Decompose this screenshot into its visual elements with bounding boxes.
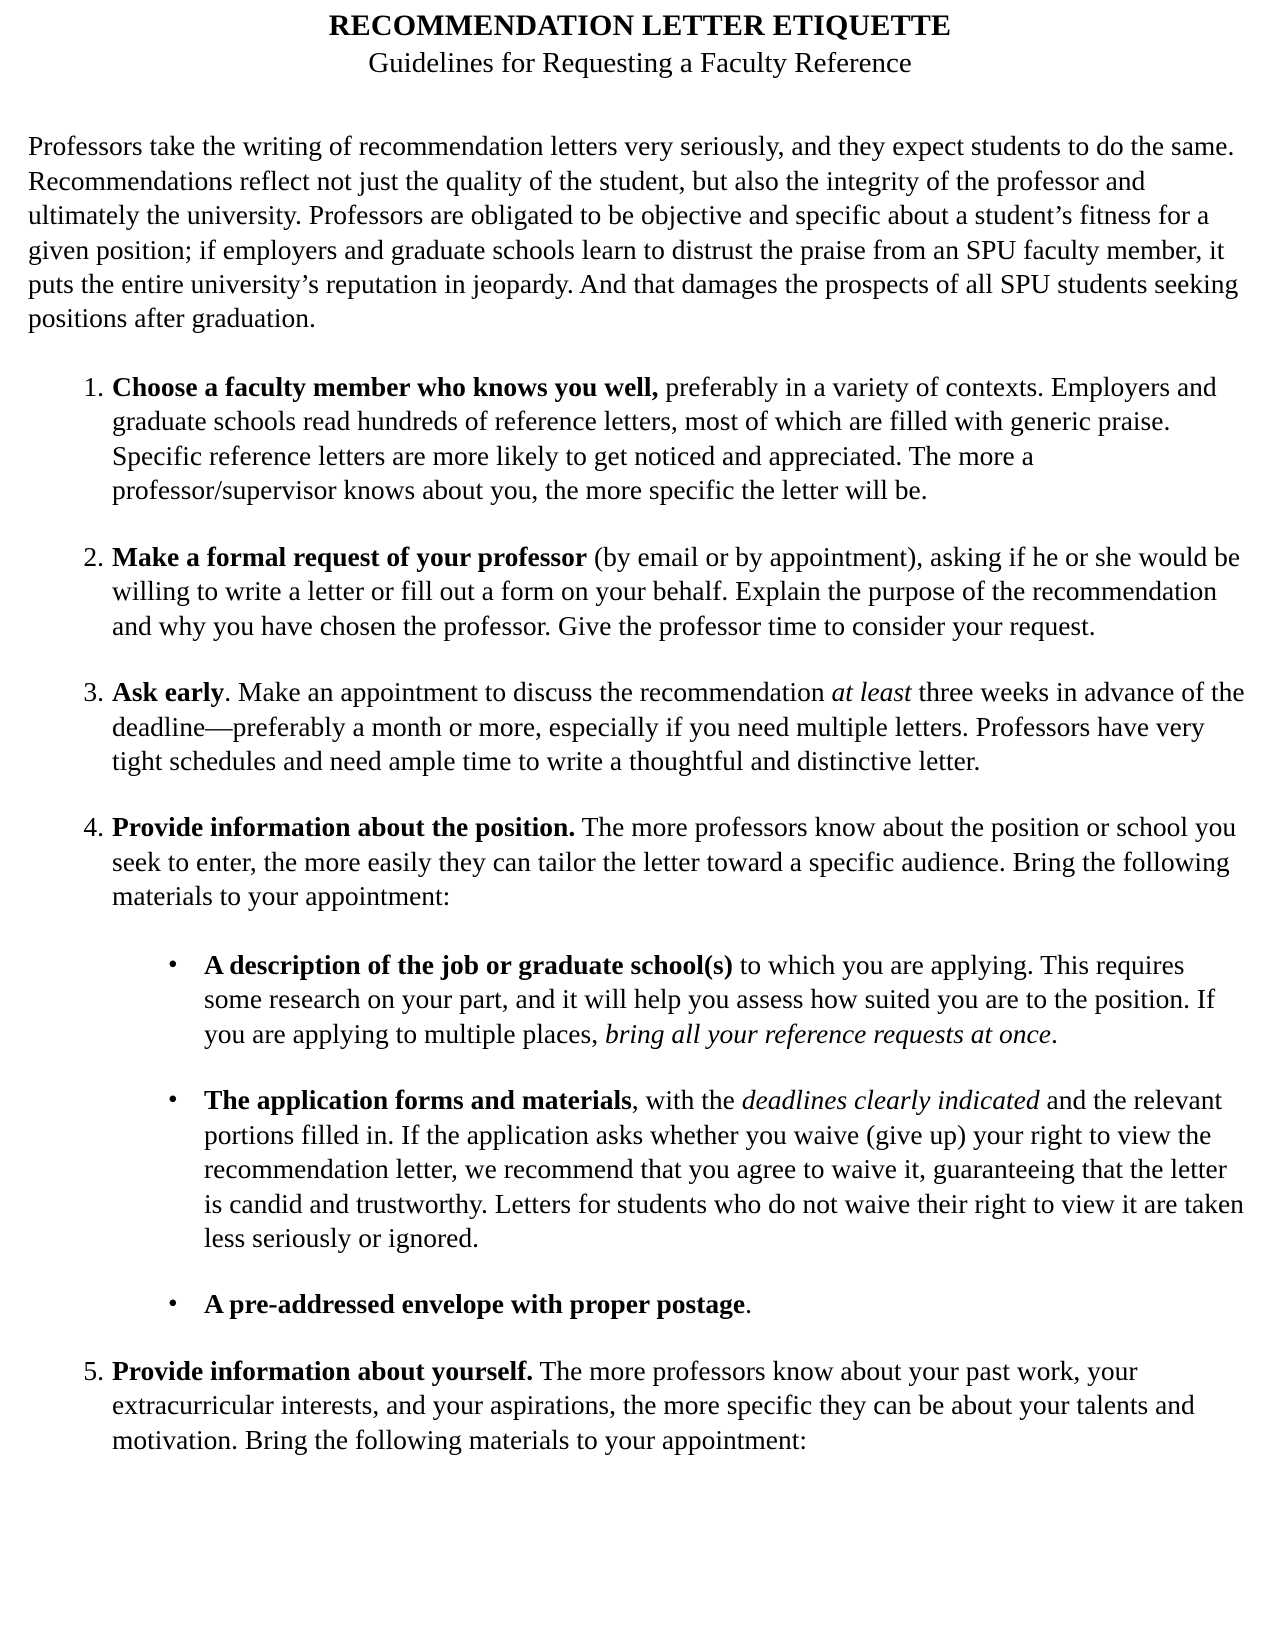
list-item-emphasis: at least: [831, 676, 912, 708]
list-item-body: The more professors know about your past work, your extracurricular interests, and your aspirations, the more specific they can be about your talents and motivation. Bring the following materials to your appointment:: [112, 1354, 1195, 1455]
list-item-lead: Provide information about yourself.: [112, 1354, 534, 1386]
list-item-number: 5.: [83, 1354, 104, 1386]
list-item-number: 2.: [83, 540, 104, 572]
bullet-marker-icon: •: [168, 1287, 178, 1319]
bullet-marker-icon: •: [168, 1083, 178, 1115]
list-item-body-after: three weeks in advance of the deadline—preferably a month or more, especially if you need multiple letters. Professors have very tight schedules and need ample time to write a thoughtful and distinctive letter.: [112, 676, 1245, 776]
bullet-emphasis: deadlines clearly indicated: [741, 1084, 1040, 1116]
list-item-body: preferably in a variety of contexts. Employers and graduate schools read hundreds of reference letters, most of which are filled with generic praise. Specific reference letters are more likely to get noticed and appreciated. The more a professor/supervisor knows about you, the more specific the letter will be.: [112, 370, 1217, 506]
list-item-body: The more professors know about the position or school you seek to enter, the more easily they can tailor the letter toward a specific audience. Bring the following materials to your appointment:: [112, 811, 1237, 912]
bullet-body-before: to which you are applying. This requires some research on your part, and it will help you assess how suited you are to the position. If you are applying to multiple places,: [204, 948, 1216, 1049]
intro-paragraph: Professors take the writing of recommendation letters very seriously, and they expect students to do the same. Recommendations reflect not just the quality of the student, but also the integrity of the professor and ultimately the university. Professors are obligated to be objective and specific about a student’s fitness for a given position; if employers and graduate schools learn to distrust the praise from an SPU faculty member, it puts the entire university’s reputation in jeopardy. And that damages the prospects of all SPU students seeking positions after graduation.: [28, 130, 1239, 334]
list-item: [168, 947, 1246, 1051]
list-item-lead: Ask early: [112, 676, 225, 708]
bullet-body-after: .: [1050, 1017, 1058, 1049]
bullet-lead: The application forms and materials: [204, 1084, 632, 1116]
list-item: [83, 370, 1246, 508]
list-item-body-before: . Make an appointment to discuss the recommendation: [224, 676, 832, 708]
list-item: [83, 1354, 1246, 1457]
page-subtitle: Guidelines for Requesting a Faculty Reference: [368, 47, 912, 80]
page-title: RECOMMENDATION LETTER ETIQUETTE: [328, 9, 952, 42]
list-item-number: 4.: [83, 811, 104, 843]
bullet-body-before: , with the: [631, 1084, 742, 1116]
list-item: [168, 1287, 1246, 1321]
list-item: [83, 810, 1246, 1321]
numbered-list: [0, 370, 1280, 1457]
bullet-emphasis: bring all your reference requests at once: [604, 1017, 1051, 1049]
list-item-lead: Choose a faculty member who knows you well,: [112, 370, 659, 402]
bullet-marker-icon: •: [168, 947, 178, 979]
bullet-lead: A description of the job or graduate school(s): [204, 948, 733, 980]
list-item: [83, 540, 1246, 643]
bullet-list: [112, 948, 1246, 1322]
bullet-body-after: and the relevant portions filled in. If the application asks whether you waive (give up) your right to view the recommendation letter, we recommend that you agree to waive it, guaranteeing that the letter is candid and trustworthy. Letters for students who do not waive their right to view it are taken less seriously or ignored.: [204, 1084, 1244, 1253]
list-item: [168, 1083, 1246, 1255]
list-item-lead: Make a formal request of your professor: [112, 540, 588, 572]
list-item: [83, 675, 1246, 778]
bullet-lead: A pre-addressed envelope with proper postage: [204, 1288, 746, 1320]
document-header: [0, 0, 1280, 81]
bullet-body-after: .: [745, 1288, 752, 1320]
list-item-body: (by email or by appointment), asking if he or she would be willing to write a letter or fill out a form on your behalf. Explain the purpose of the recommendation and why you have chosen the professor. Give the professor time to consider your request.: [112, 540, 1241, 641]
list-item-number: 3.: [83, 676, 104, 708]
list-item-number: 1.: [83, 370, 104, 402]
list-item-lead: Provide information about the position.: [112, 811, 576, 843]
